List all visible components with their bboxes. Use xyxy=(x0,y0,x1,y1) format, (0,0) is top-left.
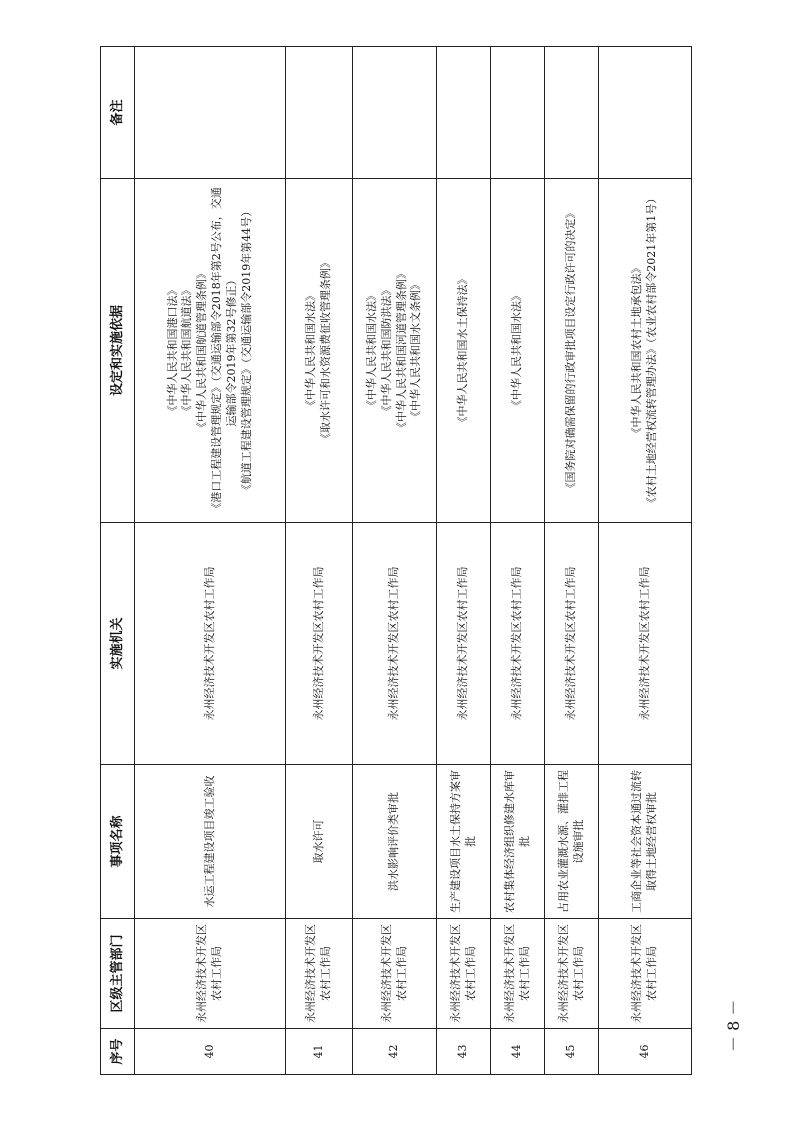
cell-department: 永州经济技术开发区农村工作局 xyxy=(545,919,599,1029)
cell-remark xyxy=(135,47,286,179)
cell-agency: 永州经济技术开发区农村工作局 xyxy=(286,523,353,765)
header-remark: 备注 xyxy=(101,47,135,179)
cell-agency: 永州经济技术开发区农村工作局 xyxy=(135,523,286,765)
cell-department: 永州经济技术开发区农村工作局 xyxy=(353,919,437,1029)
cell-no: 43 xyxy=(437,1029,491,1075)
header-no: 序号 xyxy=(101,1029,135,1075)
header-department: 区级主管部门 xyxy=(101,919,135,1029)
cell-item: 工商企业等社会资本通过流转取得土地经营权审批 xyxy=(599,765,692,919)
basis-line: 《中华人民共和国河道管理条例》 xyxy=(394,268,408,433)
basis-line: 《中华人民共和国航道管理条例》 xyxy=(195,268,209,433)
header-basis: 设定和实施依据 xyxy=(101,179,135,523)
basis-line: 《中华人民共和国防洪法》 xyxy=(379,284,393,417)
basis-line: 《农村土地经营权流转管理办法》（农业农村部令2021年第1号） xyxy=(645,192,659,509)
cell-department: 永州经济技术开发区农村工作局 xyxy=(437,919,491,1029)
basis-line: 《中华人民共和国水法》 xyxy=(510,290,524,411)
header-item: 事项名称 xyxy=(101,765,135,919)
table-row xyxy=(353,47,437,1075)
cell-department: 永州经济技术开发区农村工作局 xyxy=(286,919,353,1029)
table-row xyxy=(286,47,353,1075)
cell-item: 生产建设项目水土保持方案审批 xyxy=(437,765,491,919)
table-row xyxy=(599,47,692,1075)
cell-agency: 永州经济技术开发区农村工作局 xyxy=(545,523,599,765)
cell-basis xyxy=(286,179,353,523)
basis-line: 《中华人民共和国港口法》 xyxy=(165,284,179,417)
cell-agency: 永州经济技术开发区农村工作局 xyxy=(599,523,692,765)
table-row xyxy=(437,47,491,1075)
basis-line: 《航道工程建设管理规定》（交通运输部令2019年第44号） xyxy=(239,205,253,496)
table-row xyxy=(491,47,545,1075)
rotated-table-sheet xyxy=(100,47,692,1075)
basis-line: 《中华人民共和国航道法》 xyxy=(180,284,194,417)
basis-line: 《国务院对确需保留的行政审批项目设定行政许可的决定》 xyxy=(564,207,578,494)
cell-agency: 永州经济技术开发区农村工作局 xyxy=(491,523,545,765)
header-agency: 实施机关 xyxy=(101,523,135,765)
page-number: － 8 － xyxy=(724,999,743,1052)
cell-remark xyxy=(353,47,437,179)
cell-basis xyxy=(353,179,437,523)
cell-item: 水运工程建设项目竣工验收 xyxy=(135,765,286,919)
table-row xyxy=(545,47,599,1075)
cell-department: 永州经济技术开发区农村工作局 xyxy=(135,919,286,1029)
basis-line: 《中华人民共和国水法》 xyxy=(304,290,318,411)
cell-no: 42 xyxy=(353,1029,437,1075)
cell-basis xyxy=(437,179,491,523)
cell-remark xyxy=(545,47,599,179)
cell-department: 永州经济技术开发区农村工作局 xyxy=(599,919,692,1029)
basis-line: 《中华人民共和国农村土地承包法》 xyxy=(630,262,644,439)
cell-remark xyxy=(286,47,353,179)
cell-agency: 永州经济技术开发区农村工作局 xyxy=(353,523,437,765)
cell-no: 45 xyxy=(545,1029,599,1075)
basis-line: 《中华人民共和国水文条例》 xyxy=(409,279,423,422)
cell-basis xyxy=(135,179,286,523)
table-header-row xyxy=(101,47,135,1075)
cell-item: 农村集体经济组织修建水库审批 xyxy=(491,765,545,919)
cell-no: 44 xyxy=(491,1029,545,1075)
cell-item: 占用农业灌溉水源、灌排工程设施审批 xyxy=(545,765,599,919)
cell-basis xyxy=(599,179,692,523)
cell-remark xyxy=(491,47,545,179)
basis-line: 《取水许可和水资源费征收管理条例》 xyxy=(319,257,333,444)
cell-department: 永州经济技术开发区农村工作局 xyxy=(491,919,545,1029)
matters-table xyxy=(100,46,692,1075)
cell-remark xyxy=(437,47,491,179)
table-row xyxy=(135,47,286,1075)
basis-line: 《港口工程建设管理规定》（交通运输部令2018年第2号公布，交通运输部令2019年第32号修正） xyxy=(210,187,238,514)
cell-item: 取水许可 xyxy=(286,765,353,919)
cell-item: 洪水影响评价类审批 xyxy=(353,765,437,919)
cell-no: 41 xyxy=(286,1029,353,1075)
cell-basis xyxy=(545,179,599,523)
cell-basis xyxy=(491,179,545,523)
basis-line: 《中华人民共和国水土保持法》 xyxy=(456,273,470,428)
cell-no: 40 xyxy=(135,1029,286,1075)
cell-no: 46 xyxy=(599,1029,692,1075)
cell-remark xyxy=(599,47,692,179)
cell-agency: 永州经济技术开发区农村工作局 xyxy=(437,523,491,765)
basis-line: 《中华人民共和国水法》 xyxy=(364,290,378,411)
